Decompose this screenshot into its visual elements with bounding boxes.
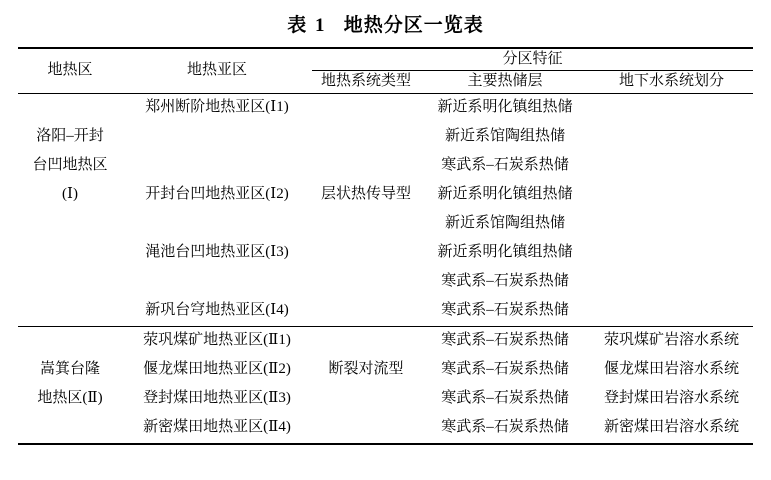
table-caption-number: 表 1 xyxy=(287,15,327,36)
header-zone: 地热区 xyxy=(18,48,122,93)
cell-water-system: 新密煤田岩溶水系统 xyxy=(590,414,753,444)
cell-system-type xyxy=(312,93,420,123)
cell-water-system xyxy=(590,239,753,268)
cell-water-system xyxy=(590,93,753,123)
cell-system-type: 层状热传导型 xyxy=(320,186,411,203)
cell-system-type xyxy=(312,414,420,444)
cell-water-system xyxy=(590,181,753,210)
header-water-system: 地下水系统划分 xyxy=(618,73,724,90)
cell-subzone: 新巩台穹地热亚区(Ⅰ4) xyxy=(145,302,289,319)
cell-zone xyxy=(18,93,122,123)
cell-zone xyxy=(18,297,122,327)
cell-zone: (Ⅰ) xyxy=(62,186,78,203)
table-row xyxy=(18,268,753,297)
header-group-features: 分区特征 xyxy=(312,48,753,71)
header-system-type: 地热系统类型 xyxy=(320,73,411,90)
cell-system-type xyxy=(312,268,420,297)
cell-system-type xyxy=(312,297,420,327)
header-reservoir: 主要热储层 xyxy=(467,73,543,90)
cell-water-system xyxy=(590,152,753,181)
cell-reservoir: 新近系馆陶组热储 xyxy=(444,128,565,145)
cell-reservoir: 新近系明化镇组热储 xyxy=(437,244,573,261)
table-row xyxy=(18,93,753,123)
cell-zone: 嵩箕台隆 xyxy=(39,361,100,378)
cell-zone: 地热区(Ⅱ) xyxy=(37,390,103,407)
table-row xyxy=(18,210,753,239)
cell-water-system xyxy=(590,123,753,152)
cell-subzone: 偃龙煤田地热亚区(Ⅱ2) xyxy=(143,361,291,378)
cell-water-system xyxy=(590,210,753,239)
cell-subzone: 渑池台凹地热亚区(Ⅰ3) xyxy=(145,244,289,261)
cell-system-type xyxy=(312,152,420,181)
cell-reservoir: 新近系明化镇组热储 xyxy=(420,93,590,123)
cell-subzone xyxy=(122,210,312,239)
cell-water-system: 荥巩煤矿岩溶水系统 xyxy=(590,326,753,356)
cell-reservoir: 寒武系–石炭系热储 xyxy=(420,414,590,444)
cell-water-system: 登封煤田岩溶水系统 xyxy=(603,390,739,407)
table-row xyxy=(18,181,753,210)
cell-subzone: 郑州断阶地热亚区(Ⅰ1) xyxy=(122,93,312,123)
cell-water-system xyxy=(590,268,753,297)
cell-system-type xyxy=(312,123,420,152)
geothermal-zoning-table xyxy=(18,47,753,445)
cell-reservoir: 寒武系–石炭系热储 xyxy=(441,302,569,319)
cell-reservoir: 寒武系–石炭系热储 xyxy=(441,390,569,407)
cell-reservoir: 新近系明化镇组热储 xyxy=(437,186,573,203)
cell-zone xyxy=(18,268,122,297)
cell-system-type xyxy=(312,385,420,414)
table-row xyxy=(18,414,753,444)
cell-reservoir: 寒武系–石炭系热储 xyxy=(420,326,590,356)
table-row xyxy=(18,239,753,268)
cell-subzone: 登封煤田地热亚区(Ⅱ3) xyxy=(143,390,291,407)
cell-zone: 洛阳–开封 xyxy=(36,128,104,145)
cell-reservoir: 新近系馆陶组热储 xyxy=(444,215,565,232)
cell-reservoir: 寒武系–石炭系热储 xyxy=(441,273,569,290)
table-row xyxy=(18,152,753,181)
cell-system-type xyxy=(312,239,420,268)
cell-subzone: 新密煤田地热亚区(Ⅱ4) xyxy=(122,414,312,444)
table-row xyxy=(18,297,753,327)
cell-system-type xyxy=(312,210,420,239)
cell-subzone xyxy=(122,152,312,181)
cell-system-type: 断裂对流型 xyxy=(328,361,404,378)
cell-subzone xyxy=(122,268,312,297)
cell-zone xyxy=(18,239,122,268)
cell-subzone xyxy=(122,123,312,152)
cell-reservoir: 寒武系–石炭系热储 xyxy=(441,157,569,174)
table-row xyxy=(18,123,753,152)
header-subzone: 地热亚区 xyxy=(122,48,312,93)
cell-zone xyxy=(18,414,122,444)
table-caption-title: 地热分区一览表 xyxy=(343,15,484,36)
cell-water-system: 偃龙煤田岩溶水系统 xyxy=(603,361,739,378)
cell-water-system xyxy=(590,297,753,327)
table-row xyxy=(18,385,753,414)
cell-subzone: 荥巩煤矿地热亚区(Ⅱ1) xyxy=(122,326,312,356)
cell-system-type xyxy=(312,326,420,356)
cell-subzone: 开封台凹地热亚区(Ⅰ2) xyxy=(145,186,289,203)
table-row xyxy=(18,326,753,356)
cell-zone xyxy=(18,326,122,356)
table-row xyxy=(18,356,753,385)
table-header-row-1 xyxy=(18,48,753,71)
table-caption xyxy=(18,10,753,37)
cell-zone xyxy=(18,210,122,239)
cell-reservoir: 寒武系–石炭系热储 xyxy=(441,361,569,378)
cell-zone: 台凹地热区 xyxy=(32,157,108,174)
